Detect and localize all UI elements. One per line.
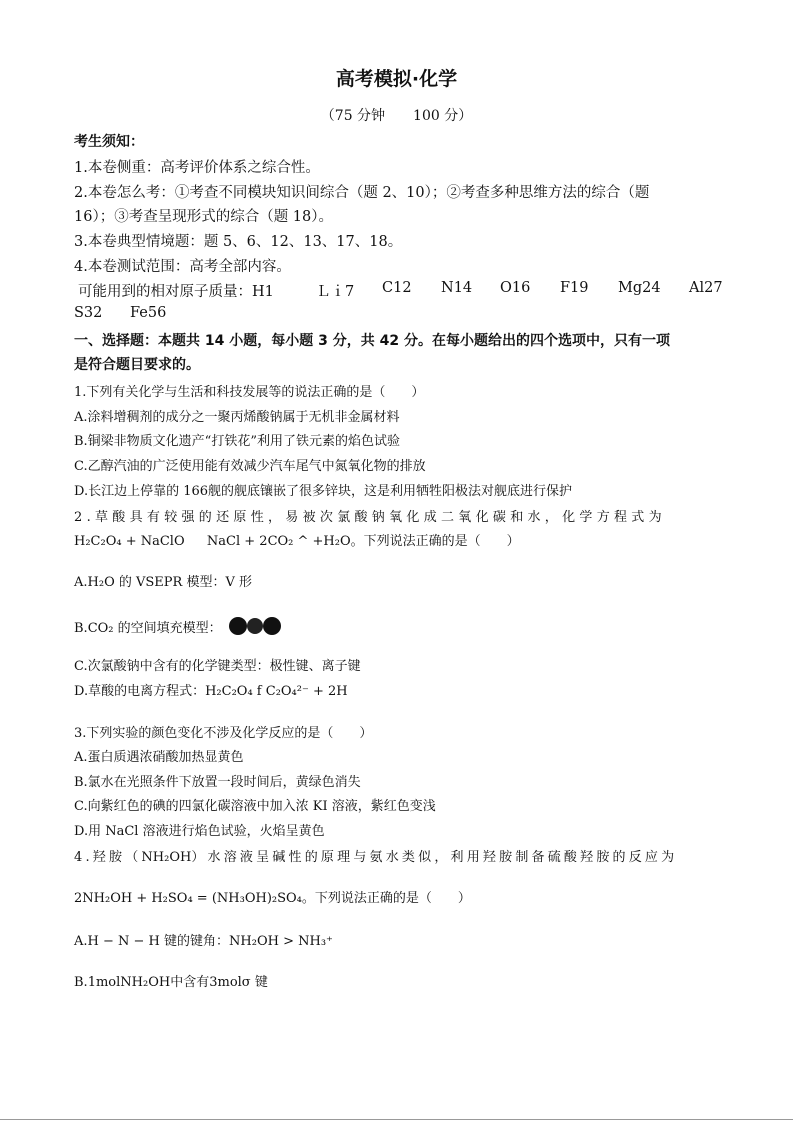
option-label: B. (74, 975, 88, 990)
atomic-mass: Al27 (689, 280, 723, 296)
option-d: D.长江边上停靠的 166舰的舰底镶嵌了很多锌块，这是利用牺牲阳极法对舰底进行保护 (74, 484, 573, 499)
question-stem (74, 846, 677, 865)
option-a (74, 930, 333, 949)
atomic-mass: C12 (382, 280, 412, 296)
option-text: 的 VSEPR 模型：V 形 (114, 575, 252, 590)
stem-text: 4.羟胺（ (74, 850, 142, 865)
page-subtitle: （75 分钟 100 分） (320, 108, 473, 124)
option-label: A. (74, 575, 88, 590)
atomic-mass: N14 (441, 280, 473, 296)
option-text: 中含有 (170, 975, 210, 990)
question-stem: 2.草酸具有较强的还原性，易被次氯酸钠氧化成二氧化碳和水，化学方程式为 (74, 510, 666, 525)
option-a: A.蛋白质遇浓硝酸加热显黄色 (74, 750, 244, 765)
formula: H − N − H (87, 934, 160, 949)
section-heading: 是符合题目要求的。 (74, 357, 200, 373)
question-stem: 1.下列有关化学与生活和科技发展等的说法正确的是（ ） (74, 385, 425, 400)
equation-rhs: NaCl + 2CO₂ ^ +H₂O (206, 534, 351, 549)
co2-space-filling-model-icon (228, 616, 282, 636)
option-label: A. (74, 934, 88, 949)
equation-line (74, 530, 520, 549)
atomic-mass: F19 (560, 280, 589, 296)
option-d (74, 680, 348, 699)
oxygen-atom-icon (263, 617, 281, 635)
option-label: B. (74, 621, 88, 636)
option-b: B.铜梁非物质文化遗产“打铁花”利用了铁元素的焰色试验 (74, 434, 400, 449)
option-c: C.向紫红色的碘的四氯化碳溶液中加入浓 KI 溶液，紫红色变浅 (74, 799, 436, 814)
option-text: 的空间填充模型： (113, 621, 222, 636)
formula: H₂C₂O₄ f C₂O₄²⁻ + 2H (205, 684, 348, 699)
option-text: 键 (250, 975, 268, 990)
formula: NH₂OH (141, 850, 192, 865)
option-text: 键的键角： (159, 934, 230, 949)
notice-item: 1.本卷侧重：高考评价体系之综合性。 (74, 160, 320, 176)
mass-label: 可能用到的相对原子质量：H1 (78, 284, 274, 300)
formula: NH₂OH > NH₃⁺ (229, 934, 333, 949)
equation-tail: 。下列说法正确的是（ ） (301, 891, 471, 906)
equation-line (74, 887, 471, 906)
formula: 3molσ (209, 975, 251, 990)
page-bottom-rule (0, 1119, 793, 1120)
option-b: B.氯水在光照条件下放置一段时间后，黄绿色消失 (74, 775, 361, 790)
atomic-mass: Mg24 (618, 280, 661, 296)
option-c: C.次氯酸钠中含有的化学键类型：极性键、离子键 (74, 659, 361, 674)
notice-heading: 考生须知： (74, 134, 144, 150)
question-stem: 3.下列实验的颜色变化不涉及化学反应的是（ ） (74, 726, 373, 741)
equation-tail: 。下列说法正确的是（ ） (350, 534, 520, 549)
oxygen-atom-icon (229, 617, 247, 635)
option-label: D.草酸的电离方程式： (74, 684, 206, 699)
notice-item: 4.本卷测试范围：高考全部内容。 (74, 259, 291, 275)
atomic-mass: Ｌｉ7 (316, 284, 355, 300)
formula: H₂O (87, 575, 115, 590)
notice-item: 16）；③考查呈现形式的综合（题 18）。 (74, 209, 334, 225)
formula: CO₂ (87, 621, 114, 636)
section-heading: 一、选择题：本题共 14 小题，每小题 3 分，共 42 分。在每小题给出的四个选项中，只有一项 (74, 333, 670, 349)
notice-item: 2.本卷怎么考：①考查不同模块知识间综合（题 2、10）；②考查多种思维方法的综合（题 (74, 185, 650, 201)
stem-text: ）水溶液呈碱性的原理与氨水类似，利用羟胺制备硫酸羟胺的反应为 (191, 850, 678, 865)
option-a (74, 571, 252, 590)
notice-item: 3.本卷典型情境题：题 5、6、12、13、17、18。 (74, 234, 403, 250)
atomic-mass: S32 (74, 305, 103, 321)
option-b (74, 616, 282, 636)
atomic-mass: Fe56 (130, 305, 167, 321)
atomic-mass: O16 (500, 280, 531, 296)
formula: 1molNH₂OH (87, 975, 171, 990)
equation-lhs: H₂C₂O₄ + NaClO (74, 534, 185, 549)
option-d: D.用 NaCl 溶液进行焰色试验，火焰呈黄色 (74, 824, 325, 839)
equation: 2NH₂OH + H₂SO₄ = (NH₃OH)₂SO₄ (74, 891, 302, 906)
option-c: C.乙醇汽油的广泛使用能有效减少汽车尾气中氮氧化物的排放 (74, 459, 426, 474)
carbon-atom-icon (247, 618, 263, 634)
option-a: A.涂料增稠剂的成分之一聚丙烯酸钠属于无机非金属材料 (74, 410, 400, 425)
option-b (74, 971, 268, 990)
page-title: 高考模拟·化学 (335, 68, 458, 90)
